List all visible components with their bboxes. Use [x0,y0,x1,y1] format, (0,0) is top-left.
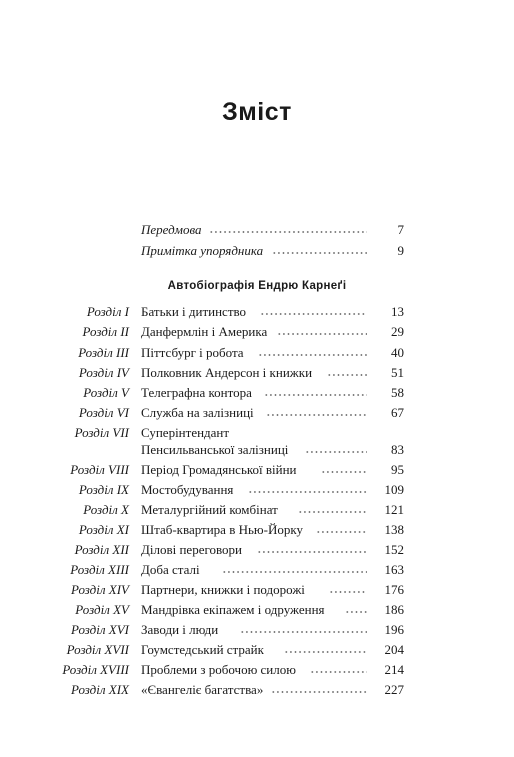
chapter-number: Розділ XVI [70,622,129,637]
toc-page-number: 58 [391,385,404,400]
toc-chapter-row[interactable] [0,580,514,600]
toc-chapter-row[interactable] [0,302,514,322]
chapter-number: Розділ IV [78,365,129,380]
dot-leader [222,560,367,580]
toc-page-number: 204 [384,642,404,657]
toc-page-number: 121 [384,502,404,517]
dot-leader [264,383,367,403]
toc-chapter-row[interactable] [0,660,514,680]
toc-page-number: 176 [384,582,404,597]
dot-leader [277,322,367,342]
dot-leader [321,460,367,480]
toc-chapter-row[interactable] [0,383,514,403]
toc-chapter-row[interactable] [0,520,514,540]
chapter-number: Розділ X [83,502,129,517]
toc-chapter-row[interactable] [0,322,514,342]
dot-leader [345,600,367,620]
toc-chapter-row[interactable] [0,403,514,423]
chapter-title: Партнери, книжки і подорожі [141,582,305,597]
toc-chapter-row[interactable] [0,600,514,620]
chapter-number: Розділ XVII [66,642,129,657]
toc-chapter-row[interactable] [0,343,514,363]
page-title: Зміст [222,98,292,126]
toc-page-number: 67 [391,405,404,420]
chapter-title: Мостобудування [141,482,234,497]
toc-page-number: 51 [391,365,404,380]
toc-page-number: 7 [397,222,404,237]
toc-page-number: 138 [384,522,404,537]
chapter-number: Розділ VII [74,425,129,440]
chapter-number: Розділ IX [78,482,129,497]
toc-page-number: 13 [391,304,404,319]
dot-leader [209,220,367,240]
chapter-title: Піттсбург і робота [141,345,244,360]
section-subtitle: Автобіографія Ендрю Карнеґі [167,280,347,292]
toc-entry-label: Передмова [141,222,202,237]
toc-chapter-row[interactable] [0,540,514,560]
toc-page-number: 9 [397,243,404,258]
chapter-number: Розділ XIX [70,682,129,697]
chapter-title: Батьки і дитинство [141,304,247,319]
chapter-title: Телеграфна контора [141,385,252,400]
chapter-title: Доба сталі [141,562,200,577]
toc-chapter-row-continuation[interactable] [0,440,514,460]
toc-chapter-row[interactable] [0,640,514,660]
chapter-title: Проблеми з робочою силою [141,662,296,677]
toc-chapter-row[interactable] [0,620,514,640]
toc-page-number: 196 [384,622,404,637]
toc-page-number: 83 [391,442,404,457]
toc-page-number: 95 [391,462,404,477]
chapter-number: Розділ III [78,345,129,360]
toc-entry-editor-note[interactable] [0,241,514,261]
chapter-title: Штаб-квартира в Нью-Йорку [141,522,303,537]
toc-page-number: 109 [384,482,404,497]
chapter-number: Розділ V [83,385,129,400]
toc-page-number: 186 [384,602,404,617]
toc-chapter-row[interactable] [0,560,514,580]
toc-page-number: 40 [391,345,404,360]
toc-chapter-row[interactable] [0,480,514,500]
chapter-number: Розділ VIII [70,462,129,477]
toc-chapter-row[interactable] [0,363,514,383]
dot-leader [298,500,367,520]
chapter-title-line2: Пенсильванської залізниці [141,442,289,457]
chapter-title: Ділові переговори [141,542,242,557]
chapter-title: «Євангеліє багатства» [141,682,264,697]
toc-chapter-row[interactable] [0,680,514,700]
chapter-number: Розділ XI [78,522,129,537]
toc-entry-preface[interactable] [0,220,514,240]
chapter-number: Розділ II [82,324,129,339]
dot-leader [310,660,367,680]
dot-leader [284,640,367,660]
chapter-title: Полковник Андерсон і книжки [141,365,313,380]
dot-leader [258,343,367,363]
dot-leader [316,520,367,540]
toc-page-number: 163 [384,562,404,577]
chapter-title: Період Громадянської війни [141,462,297,477]
dot-leader [305,440,367,460]
dot-leader [266,403,367,423]
dot-leader [329,580,367,600]
dot-leader [248,480,367,500]
chapter-title: Металургійний комбінат [141,502,278,517]
dot-leader [260,302,367,322]
chapter-number: Розділ XII [74,542,129,557]
chapter-title: Гоумстедський страйк [141,642,264,657]
toc-page-number: 227 [384,682,404,697]
chapter-title: Мандрівка екіпажем і одруження [141,602,325,617]
dot-leader [327,363,367,383]
dot-leader [272,241,367,261]
chapter-number: Розділ XIV [70,582,129,597]
chapter-number: Розділ I [86,304,129,319]
chapter-title: Суперінтендант [141,425,230,440]
chapter-number: Розділ XVIII [62,662,129,677]
toc-chapter-row[interactable] [0,500,514,520]
chapter-number: Розділ XV [75,602,129,617]
chapter-number: Розділ XIII [70,562,129,577]
toc-page-number: 214 [384,662,404,677]
dot-leader [271,680,367,700]
toc-page-number: 152 [384,542,404,557]
toc-chapter-row[interactable] [0,460,514,480]
chapter-title: Заводи і люди [141,622,219,637]
dot-leader [240,620,367,640]
chapter-title: Служба на залізниці [141,405,254,420]
dot-leader [257,540,367,560]
toc-entry-label: Примітка упорядника [141,243,264,258]
chapter-number: Розділ VI [78,405,129,420]
toc-page-number: 29 [391,324,404,339]
chapter-title: Данфермлін і Америка [141,324,268,339]
